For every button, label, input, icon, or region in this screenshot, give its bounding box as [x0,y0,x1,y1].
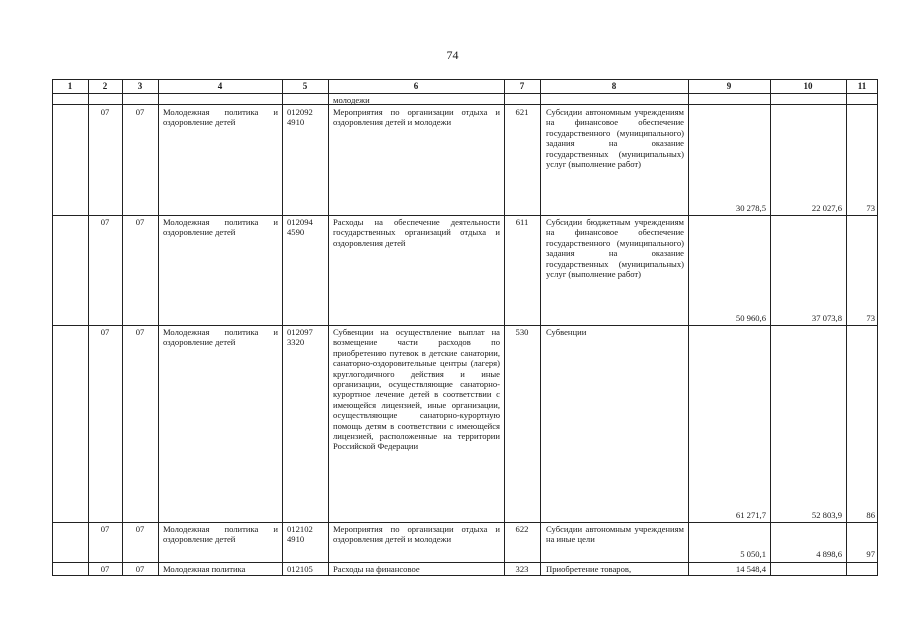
row-2-name: Молодежная политика и оздоровление детей [163,217,278,238]
header-col-8: 8 [611,81,617,91]
row-4-amount-10: 4 898,6 [816,549,842,559]
row-3-target-article: 012097 3320 [287,327,313,348]
row-4-name: Молодежная политика и оздоровление детей [163,524,278,545]
row-1-expense-name: Субсидии автономным учреждениям на финансовое обеспечение государственного (муниципального) задания на оказание государственных (муниципальных) услуг (выполнение работ) [546,107,684,170]
header-col-10: 10 [803,81,813,91]
row-4-amount-9: 5 050,1 [740,549,766,559]
row-4-section: 07 [100,524,110,534]
header-col-9: 9 [726,81,732,91]
row-3-amount-9: 61 271,7 [735,510,766,520]
header-col-11: 11 [857,81,867,91]
header-col-1: 1 [67,81,73,91]
row-1-subsection: 07 [135,107,145,117]
row-2-target-article: 012094 4590 [287,217,313,238]
row-2-amount-10: 37 073,8 [811,313,842,323]
header-col-3: 3 [137,81,143,91]
row-1-section: 07 [100,107,110,117]
row-4-amount-11: 97 [866,549,875,559]
header-col-6: 6 [413,81,419,91]
row-3-expense-name: Субвенции [546,327,587,337]
row-1-amount-10: 22 027,6 [811,203,842,213]
row-3-target-name: Субвенции на осуществление выплат на возмещение части расходов по приобретению путевок в детские санатории, санаторно-оздоровительные центры (лагеря) круглогодичного действия и иные организации, осуществляющие санаторно-курортное лечение детей в соответствии с имеющейся лицензией, иные организации, осуществляющие санаторно-курортную помощь детям в соответствии с имеющейся лицензией, расположенные на территории Российской Федерации [333,327,500,452]
header-col-2: 2 [102,81,108,91]
row-2-expense-name: Субсидии бюджетным учреждениям на финансовое обеспечение государственного (муниципального) задания на оказание государственных (муниципальных) услуг (выполнение работ) [546,217,684,280]
row-5-target-name: Расходы на финансовое [333,564,420,574]
row-2-amount-9: 50 960,6 [735,313,766,323]
row-1-name: Молодежная политика и оздоровление детей [163,107,278,128]
row-2-section: 07 [100,217,110,227]
page-number: 74 [446,48,459,62]
row-2-amount-11: 73 [866,313,875,323]
row-3-section: 07 [100,327,110,337]
row-2-expense-type: 611 [515,217,529,227]
continuation-text: молодежи [333,95,370,105]
row-1-target-name: Мероприятия по организации отдыха и оздоровления детей и молодежи [333,107,500,128]
row-3-subsection: 07 [135,327,145,337]
row-1-amount-9: 30 278,5 [735,203,766,213]
row-5-subsection: 07 [135,564,145,574]
row-5-target-article: 012105 [287,564,313,574]
row-3-amount-10: 52 803,9 [811,510,842,520]
row-4-subsection: 07 [135,524,145,534]
row-4-expense-name: Субсидии автономным учреждениям на иные цели [546,524,684,545]
row-5-expense-name: Приобретение товаров, [546,564,632,574]
row-5-expense-type: 323 [515,564,529,574]
row-1-amount-11: 73 [866,203,875,213]
row-3-amount-11: 86 [866,510,875,520]
row-2-subsection: 07 [135,217,145,227]
row-5-amount-9: 14 548,4 [735,564,766,574]
row-3-expense-type: 530 [515,327,529,337]
row-3-name: Молодежная политика и оздоровление детей [163,327,278,348]
row-5-section: 07 [100,564,110,574]
row-2-target-name: Расходы на обеспечение деятельности государственных организаций отдыха и оздоровления детей [333,217,500,248]
row-1-target-article: 012092 4910 [287,107,313,128]
header-col-5: 5 [302,81,308,91]
header-col-7: 7 [519,81,525,91]
row-4-expense-type: 622 [515,524,529,534]
row-5-name: Молодежная политика [163,564,246,574]
row-4-target-article: 012102 4910 [287,524,313,545]
row-1-expense-type: 621 [515,107,529,117]
header-col-4: 4 [217,81,223,91]
row-4-target-name: Мероприятия по организации отдыха и оздоровления детей и молодежи [333,524,500,545]
